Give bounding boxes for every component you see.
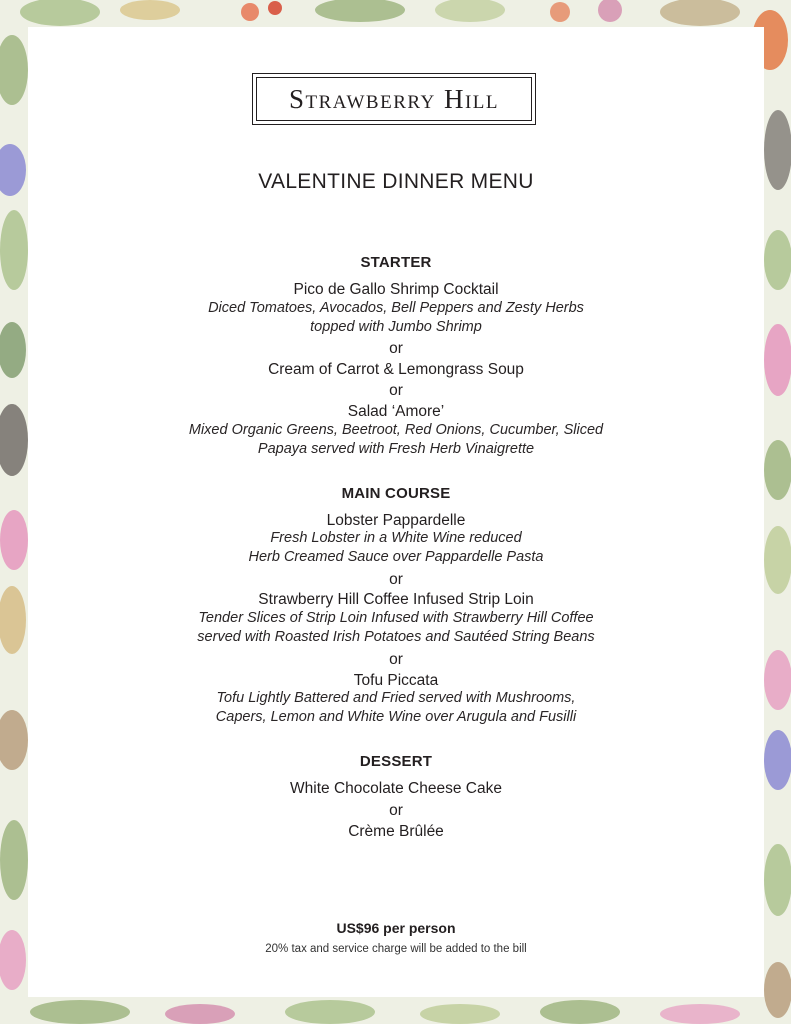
logo-wordmark: Strawberry Hill — [256, 77, 532, 121]
main-item-strip-loin-desc-1: Tender Slices of Strip Loin Infused with Strawberry Hill Coffee — [198, 610, 594, 626]
main-or-1: or — [389, 571, 403, 588]
price-per-person: US$96 per person — [336, 920, 456, 936]
menu-title: VALENTINE DINNER MENU — [258, 170, 534, 193]
main-item-tofu-desc-1: Tofu Lightly Battered and Fried served with Mushrooms, — [216, 690, 576, 706]
main-item-strip-loin: Strawberry Hill Coffee Infused Strip Loin — [258, 591, 534, 608]
starter-item-salad-amore-desc-1: Mixed Organic Greens, Beetroot, Red Onions, Cucumber, Sliced — [188, 422, 604, 438]
logo-frame — [252, 73, 536, 125]
starter-or-2: or — [389, 382, 403, 399]
menu-card — [28, 27, 764, 997]
dessert-item-creme-brulee: Crème Brûlée — [348, 823, 444, 840]
starter-heading: STARTER — [360, 254, 432, 271]
tax-service-note: 20% tax and service charge will be added to the bill — [265, 943, 527, 955]
starter-item-salad-amore: Salad ‘Amore’ — [347, 403, 445, 420]
dessert-or-1: or — [389, 802, 403, 819]
starter-item-shrimp-cocktail-desc-1: Diced Tomatoes, Avocados, Bell Peppers and Zesty Herbs — [208, 300, 584, 316]
main-item-lobster-desc-1: Fresh Lobster in a White Wine reduced — [270, 530, 522, 546]
dessert-item-cheese-cake: White Chocolate Cheese Cake — [290, 780, 502, 797]
main-item-tofu-desc-2: Capers, Lemon and White Wine over Arugula and Fusilli — [215, 709, 577, 725]
starter-item-shrimp-cocktail-desc-2: topped with Jumbo Shrimp — [310, 319, 482, 335]
dessert-heading: DESSERT — [359, 753, 433, 770]
main-item-tofu-piccata: Tofu Piccata — [353, 672, 439, 689]
main-item-lobster-pappardelle: Lobster Pappardelle — [326, 512, 466, 529]
starter-item-shrimp-cocktail: Pico de Gallo Shrimp Cocktail — [293, 281, 499, 298]
starter-item-carrot-soup: Cream of Carrot & Lemongrass Soup — [268, 361, 524, 378]
starter-item-salad-amore-desc-2: Papaya served with Fresh Herb Vinaigrette — [257, 441, 535, 457]
main-course-heading: MAIN COURSE — [341, 485, 451, 502]
starter-or-1: or — [389, 340, 403, 357]
main-item-strip-loin-desc-2: served with Roasted Irish Potatoes and Sautéed String Beans — [197, 629, 595, 645]
main-or-2: or — [389, 651, 403, 668]
main-item-lobster-desc-2: Herb Creamed Sauce over Pappardelle Pasta — [248, 549, 544, 565]
